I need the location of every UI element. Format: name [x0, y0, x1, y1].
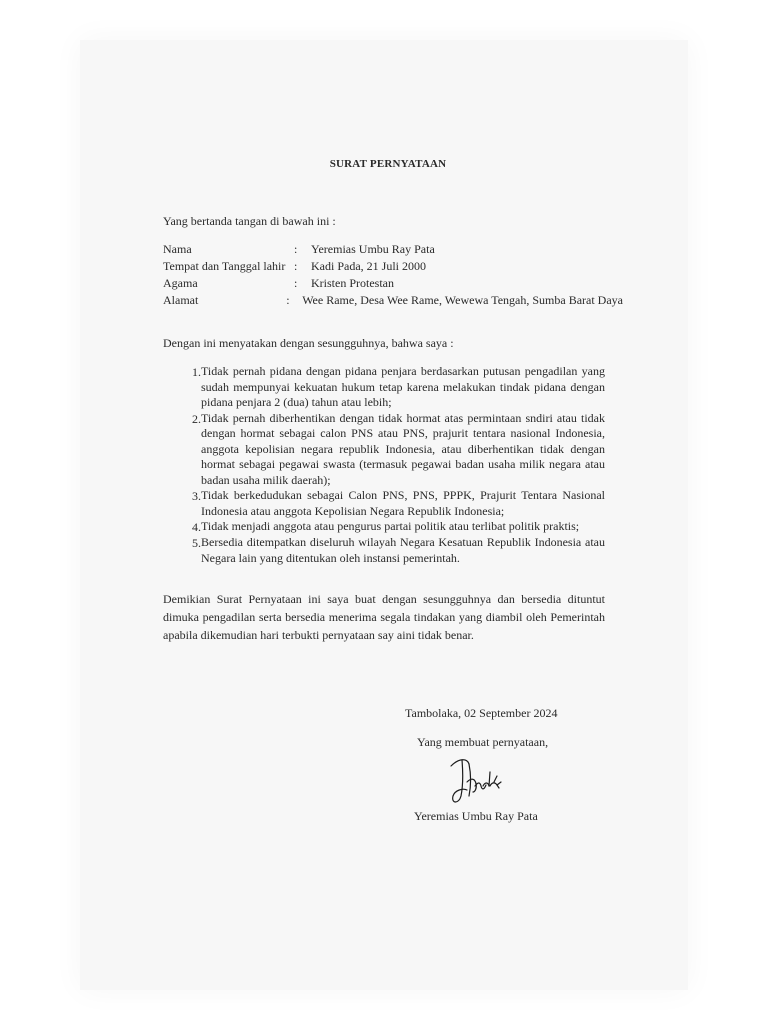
field-label: Agama — [163, 276, 198, 290]
identity-fields — [163, 241, 623, 309]
list-item-text: Bersedia ditempatkan diseluruh wilayah Negara Kesatuan Republik Indonesia atau Negara lain yang ditentukan oleh instansi pemerintah. — [201, 535, 605, 565]
list-item-text: Tidak menjadi anggota atau pengurus partai politik atau terlibat politik praktis; — [201, 519, 580, 533]
field-value: Yeremias Umbu Ray Pata — [311, 242, 435, 256]
list-item — [163, 488, 605, 519]
intro-text: Yang bertanda tangan di bawah ini : — [163, 214, 336, 228]
field-row-nama — [163, 241, 623, 258]
list-item-text: Tidak pernah diberhentikan dengan tidak hormat atas permintaan sndiri atau tidak dengan hormat sebagai calon PNS atau PNS, prajurit tentara nasional Indonesia, anggota kepolisian negara republik Indonesia, atau diberhentikan tidak dengan hormat sebagai pegawai swasta (termasuk pegawai badan usaha milik negara atau badan usaha milik daerah); — [201, 410, 605, 487]
field-row-alamat — [163, 292, 623, 309]
list-item — [163, 411, 605, 489]
field-value: Kristen Protestan — [311, 276, 394, 290]
field-value: Wee Rame, Desa Wee Rame, Wewewa Tengah, Sumba Barat Daya — [302, 293, 623, 307]
statement-list — [163, 364, 605, 566]
list-item-number: 1. — [192, 365, 201, 379]
statement-intro: Dengan ini menyatakan dengan sesungguhnya, bahwa saya : — [163, 336, 454, 350]
field-colon: : — [294, 242, 298, 256]
field-colon: : — [294, 259, 298, 273]
closing-paragraph: Demikian Surat Pernyataan ini saya buat dengan sesungguhnya dan bersedia dituntut dimuka pengadilan serta bersedia menerima segala tindakan yang diambil oleh Pemerintah apabila dikemudian hari terbukti pernyataan say aini tidak benar. — [163, 592, 605, 642]
field-colon: : — [286, 293, 290, 307]
field-row-agama — [163, 275, 623, 292]
field-value: Kadi Pada, 21 Juli 2000 — [311, 259, 426, 273]
place-date: Tambolaka, 02 September 2024 — [405, 706, 558, 720]
field-row-ttl — [163, 258, 623, 275]
list-item — [163, 535, 605, 566]
signer-role: Yang membuat pernyataan, — [417, 735, 549, 749]
list-item-number: 5. — [192, 536, 201, 550]
signer-name: Yeremias Umbu Ray Pata — [414, 809, 538, 823]
field-colon: : — [294, 276, 298, 290]
signature-image — [445, 752, 507, 810]
list-item-number: 2. — [192, 411, 201, 426]
list-item — [163, 519, 605, 535]
list-item — [163, 364, 605, 411]
list-item-text: Tidak berkedudukan sebagai Calon PNS, PNS, PPPK, Prajurit Tentara Nasional Indonesia atau anggota Kepolisian Negara Republik Indonesia; — [201, 488, 605, 518]
list-item-text: Tidak pernah pidana dengan pidana penjara berdasarkan putusan pengadilan yang sudah mempunyai kekuatan hukum tetap karena melakukan tindak pidana dengan pidana penjara 2 (dua) tahun atau lebih; — [201, 364, 605, 409]
field-label: Tempat dan Tanggal lahir — [163, 259, 286, 273]
field-label: Nama — [163, 242, 192, 256]
list-item-number: 3. — [192, 489, 201, 503]
list-item-number: 4. — [192, 520, 201, 534]
field-label: Alamat — [163, 293, 199, 307]
document-title: SURAT PERNYATAAN — [329, 158, 447, 170]
